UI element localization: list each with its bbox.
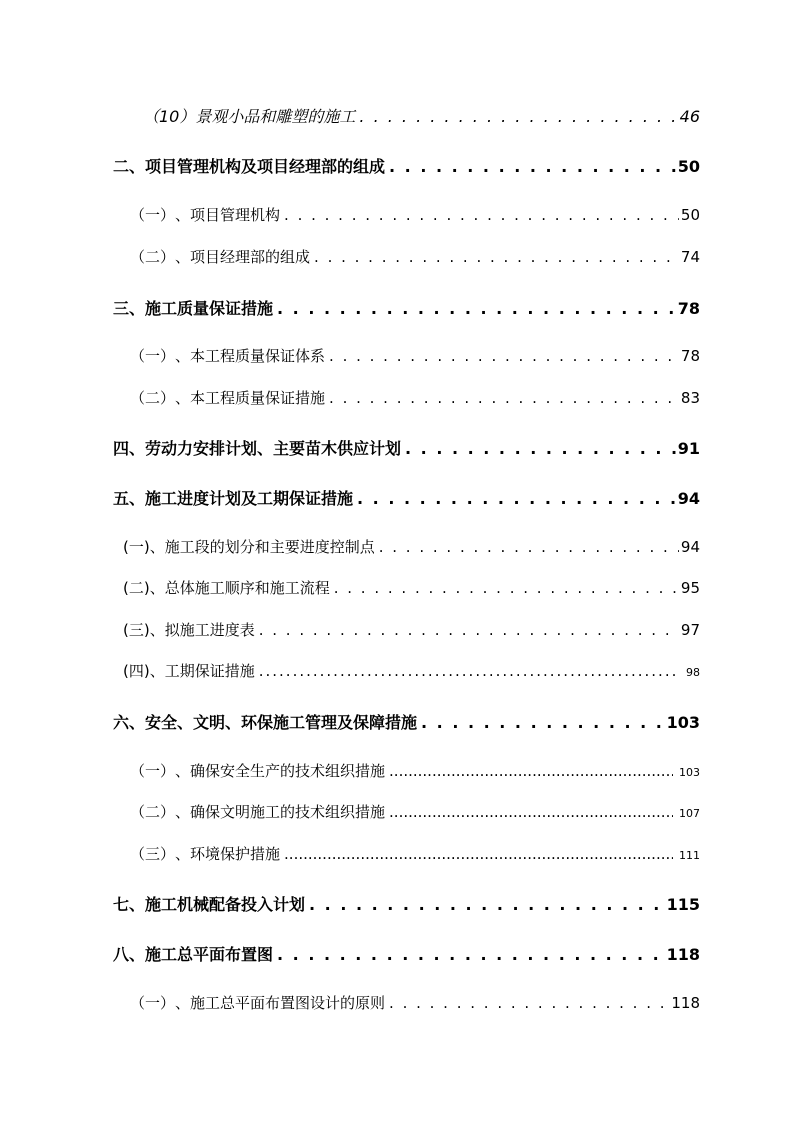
toc-entry-title: 、确保安全生产的技术组织措施 — [175, 762, 386, 780]
dot-leader — [314, 248, 679, 266]
toc-entry-page: 107 — [679, 807, 700, 820]
toc-entry-number: 七、 — [113, 895, 146, 914]
toc-entry[interactable] — [130, 204, 700, 228]
toc-entry-number: (二) — [123, 579, 150, 597]
dot-leader — [309, 895, 665, 914]
toc-entry-number: （10） — [143, 107, 196, 126]
toc-entry[interactable] — [123, 619, 700, 643]
toc-entry-title: 劳动力安排计划、主要苗木供应计划 — [145, 439, 402, 458]
toc-entry-title: 安全、文明、环保施工管理及保障措施 — [145, 713, 418, 732]
toc-entry-number: (四) — [123, 662, 150, 680]
toc-entry-title: 、本工程质量保证措施 — [175, 389, 326, 407]
toc-entry-title: 施工质量保证措施 — [145, 299, 274, 318]
dot-leader — [329, 347, 679, 365]
toc-entry[interactable] — [143, 104, 700, 128]
dot-leader — [359, 107, 677, 126]
toc-entry-title: 、本工程质量保证体系 — [175, 347, 326, 365]
dot-leader — [379, 538, 679, 556]
toc-entry[interactable] — [130, 246, 700, 270]
toc-entry-page: 78 — [677, 299, 700, 318]
toc-entry-page: 50 — [680, 206, 700, 224]
toc-entry-page: 50 — [677, 157, 700, 176]
dot-leader — [334, 579, 679, 597]
toc-entry-page: 91 — [677, 439, 700, 458]
toc-entry-number: 二、 — [113, 157, 146, 176]
toc-entry-number: （一） — [130, 206, 176, 224]
toc-entry-page: 78 — [680, 347, 700, 365]
dot-leader — [389, 762, 673, 780]
toc-entry-page: 95 — [680, 579, 700, 597]
dot-leader — [389, 803, 673, 821]
toc-entry-number: (三) — [123, 621, 150, 639]
toc-entry-title: 、确保文明施工的技术组织措施 — [175, 803, 386, 821]
toc-entry[interactable] — [113, 296, 700, 320]
toc-entry-page: 97 — [680, 621, 700, 639]
toc-entry[interactable] — [113, 710, 700, 734]
toc-entry-number: 五、 — [113, 489, 146, 508]
toc-entry-title: 、项目管理机构 — [175, 206, 281, 224]
dot-leader — [329, 389, 679, 407]
toc-entry-page: 46 — [679, 107, 700, 126]
toc-entry-title: 、施工总平面布置图设计的原则 — [175, 994, 386, 1012]
toc-entry-title: 项目管理机构及项目经理部的组成 — [145, 157, 386, 176]
toc-entry[interactable] — [123, 577, 700, 601]
toc-entry-page: 98 — [686, 666, 700, 679]
toc-entry-page: 111 — [679, 849, 700, 862]
toc-entry[interactable] — [130, 843, 700, 867]
toc-entry-page: 103 — [666, 713, 700, 732]
toc-entry[interactable] — [123, 536, 700, 560]
dot-leader — [277, 299, 676, 318]
toc-entry-number: （二） — [130, 803, 176, 821]
dot-leader — [405, 439, 676, 458]
toc-entry[interactable] — [130, 387, 700, 411]
toc-entry[interactable] — [130, 345, 700, 369]
toc-entry-page: 94 — [680, 538, 700, 556]
toc-entry-title: 、施工段的划分和主要进度控制点 — [149, 538, 375, 556]
toc-entry-title: 景观小品和雕塑的施工 — [195, 107, 356, 126]
dot-leader — [284, 845, 673, 863]
toc-entry-title: 、总体施工顺序和施工流程 — [149, 579, 330, 597]
dot-leader — [277, 945, 665, 964]
dot-leader — [421, 713, 665, 732]
toc-entry-number: 三、 — [113, 299, 146, 318]
toc-entry[interactable] — [113, 436, 700, 460]
toc-entry[interactable] — [113, 154, 700, 178]
toc-entry[interactable] — [123, 660, 700, 684]
toc-entry-page: 115 — [666, 895, 700, 914]
toc-entry[interactable] — [113, 486, 700, 510]
toc-entry-page: 83 — [680, 389, 700, 407]
toc-entry-page: 103 — [679, 766, 700, 779]
toc-entry-title: 施工机械配备投入计划 — [145, 895, 306, 914]
toc-entry[interactable] — [130, 992, 700, 1016]
toc-entry-title: 、工期保证措施 — [149, 662, 255, 680]
toc-entry-title: 施工总平面布置图 — [145, 945, 274, 964]
toc-entry-number: （一） — [130, 994, 176, 1012]
toc-entry-page: 118 — [666, 945, 700, 964]
toc-entry-number: （三） — [130, 845, 176, 863]
toc-entry-number: （一） — [130, 347, 176, 365]
toc-entry[interactable] — [130, 760, 700, 784]
toc-entry-number: （一） — [130, 762, 176, 780]
toc-entry[interactable] — [113, 942, 700, 966]
dot-leader — [284, 206, 679, 224]
toc-entry[interactable] — [113, 892, 700, 916]
dot-leader — [389, 994, 669, 1012]
toc-entry[interactable] — [130, 801, 700, 825]
toc-entry-page: 74 — [680, 248, 700, 266]
dot-leader — [259, 621, 679, 639]
toc-entry-title: 施工进度计划及工期保证措施 — [145, 489, 354, 508]
dot-leader — [357, 489, 676, 508]
toc-entry-page: 118 — [671, 994, 700, 1012]
toc-entry-title: 、环境保护措施 — [175, 845, 281, 863]
toc-entry-number: (一) — [123, 538, 150, 556]
toc-entry-title: 、拟施工进度表 — [149, 621, 255, 639]
toc-entry-number: （二） — [130, 248, 176, 266]
toc-entry-page: 94 — [677, 489, 700, 508]
toc-entry-number: （二） — [130, 389, 176, 407]
toc-entry-title: 、项目经理部的组成 — [175, 248, 311, 266]
dot-leader — [389, 157, 676, 176]
toc-entry-number: 八、 — [113, 945, 146, 964]
dot-leader — [259, 662, 676, 680]
toc-entry-number: 四、 — [113, 439, 146, 458]
toc-entry-number: 六、 — [113, 713, 146, 732]
